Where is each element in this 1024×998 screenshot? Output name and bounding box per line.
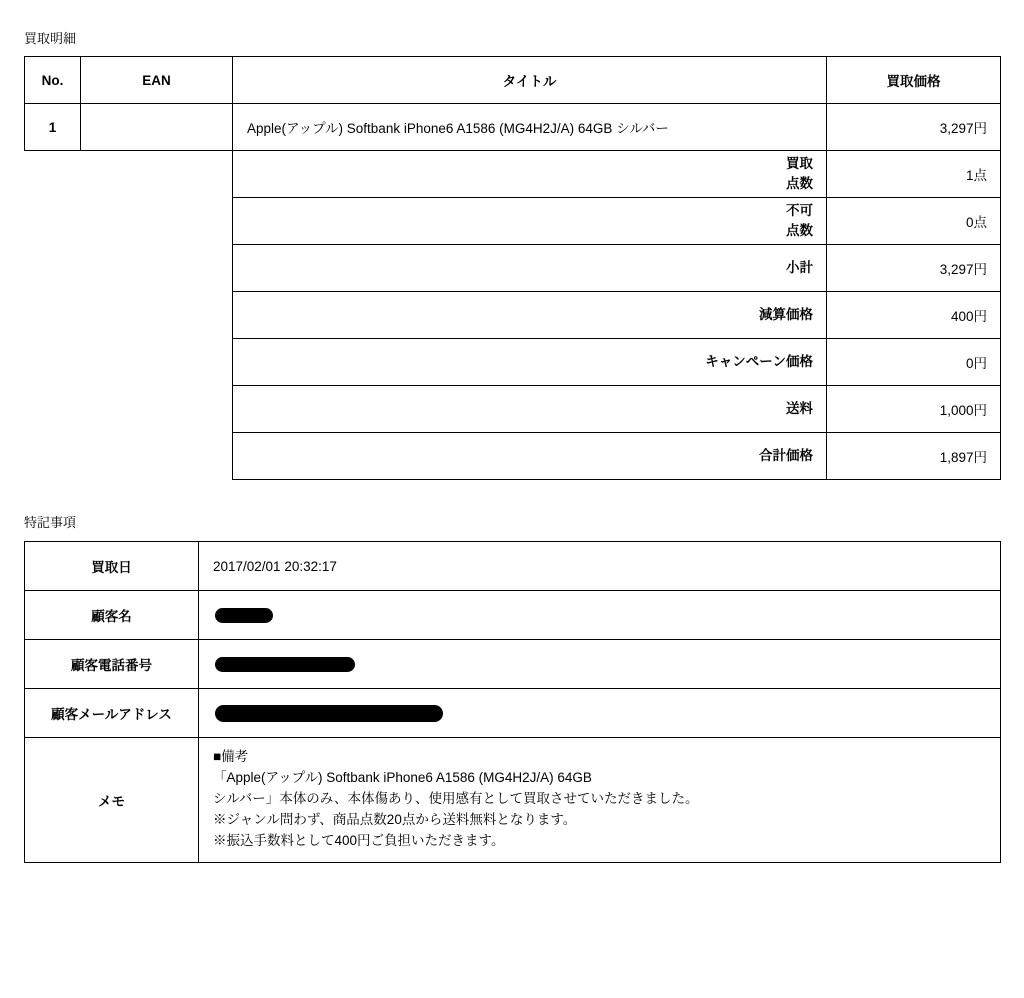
remarks-label-memo: メモ [25, 738, 199, 863]
summary-row-campaign [25, 339, 1001, 386]
spacer-cell [25, 198, 81, 245]
summary-row-shipping [25, 386, 1001, 433]
redaction-mark [215, 608, 273, 623]
remarks-label-customer-email: 顧客メールアドレス [25, 689, 199, 738]
section-title-remarks: 特記事項 [24, 515, 77, 530]
remarks-row-customer-name [25, 591, 1001, 640]
memo-line: ※振込手数料として400円ご負担いただきます。 [213, 832, 505, 848]
summary-row-total [25, 433, 1001, 480]
summary-value-subtotal: 3,297円 [827, 245, 1001, 292]
spacer-cell [81, 292, 233, 339]
summary-row-deduction [25, 292, 1001, 339]
redaction-mark [215, 705, 443, 722]
remarks-value-customer-name [199, 591, 1001, 640]
summary-row-buy-count [25, 151, 1001, 198]
memo-line: シルバー」本体のみ、本体傷あり、使用感有として買取させていただきました。 [213, 790, 699, 806]
summary-label-campaign: キャンペーン価格 [233, 339, 827, 386]
column-header-title: タイトル [233, 57, 827, 104]
summary-value-reject-count: 0点 [827, 198, 1001, 245]
spacer-cell [25, 386, 81, 433]
spacer-cell [25, 151, 81, 198]
remarks-value-customer-phone [199, 640, 1001, 689]
memo-line: 「Apple(アップル) Softbank iPhone6 A1586 (MG4H2J/A) 64GB [213, 769, 592, 785]
summary-label-deduction: 減算価格 [233, 292, 827, 339]
spacer-cell [25, 433, 81, 480]
summary-value-deduction: 400円 [827, 292, 1001, 339]
buy-detail-table [24, 56, 1001, 480]
spacer-cell [81, 386, 233, 433]
section-title-buy-detail: 買取明細 [24, 31, 77, 46]
column-header-no: No. [25, 57, 81, 104]
column-header-price: 買取価格 [827, 57, 1001, 104]
spacer-cell [81, 245, 233, 292]
table-header-row [25, 57, 1001, 104]
summary-label-buy-count: 買取 点数 [233, 151, 827, 198]
remarks-label-purchase-date: 買取日 [25, 542, 199, 591]
summary-value-shipping: 1,000円 [827, 386, 1001, 433]
summary-value-buy-count: 1点 [827, 151, 1001, 198]
remarks-label-customer-name: 顧客名 [25, 591, 199, 640]
table-row [25, 104, 1001, 151]
cell-ean [81, 104, 233, 151]
remarks-row-purchase-date [25, 542, 1001, 591]
spacer-cell [81, 339, 233, 386]
summary-row-reject-count [25, 198, 1001, 245]
summary-label-reject-count: 不可 点数 [233, 198, 827, 245]
redaction-mark [215, 657, 355, 672]
summary-value-total: 1,897円 [827, 433, 1001, 480]
summary-label-subtotal: 小計 [233, 245, 827, 292]
cell-no: 1 [25, 104, 81, 151]
memo-line: ※ジャンル問わず、商品点数20点から送料無料となります。 [213, 811, 577, 827]
summary-label-shipping: 送料 [233, 386, 827, 433]
spacer-cell [81, 151, 233, 198]
cell-title: Apple(アップル) Softbank iPhone6 A1586 (MG4H2J/A) 64GB シルバー [233, 104, 827, 151]
summary-value-campaign: 0円 [827, 339, 1001, 386]
spacer-cell [81, 198, 233, 245]
remarks-label-customer-phone: 顧客電話番号 [25, 640, 199, 689]
spacer-cell [81, 433, 233, 480]
column-header-ean: EAN [81, 57, 233, 104]
remarks-value-customer-email [199, 689, 1001, 738]
spacer-cell [25, 339, 81, 386]
remarks-row-customer-phone [25, 640, 1001, 689]
summary-label-total: 合計価格 [233, 433, 827, 480]
summary-row-subtotal [25, 245, 1001, 292]
spacer-cell [25, 245, 81, 292]
remarks-row-memo [25, 738, 1001, 863]
remarks-value-purchase-date: 2017/02/01 20:32:17 [199, 542, 1001, 591]
cell-price: 3,297円 [827, 104, 1001, 151]
spacer-cell [25, 292, 81, 339]
remarks-value-memo [199, 738, 1001, 863]
memo-line: ■備考 [213, 749, 249, 764]
remarks-row-customer-email [25, 689, 1001, 738]
remarks-table [24, 541, 1001, 863]
